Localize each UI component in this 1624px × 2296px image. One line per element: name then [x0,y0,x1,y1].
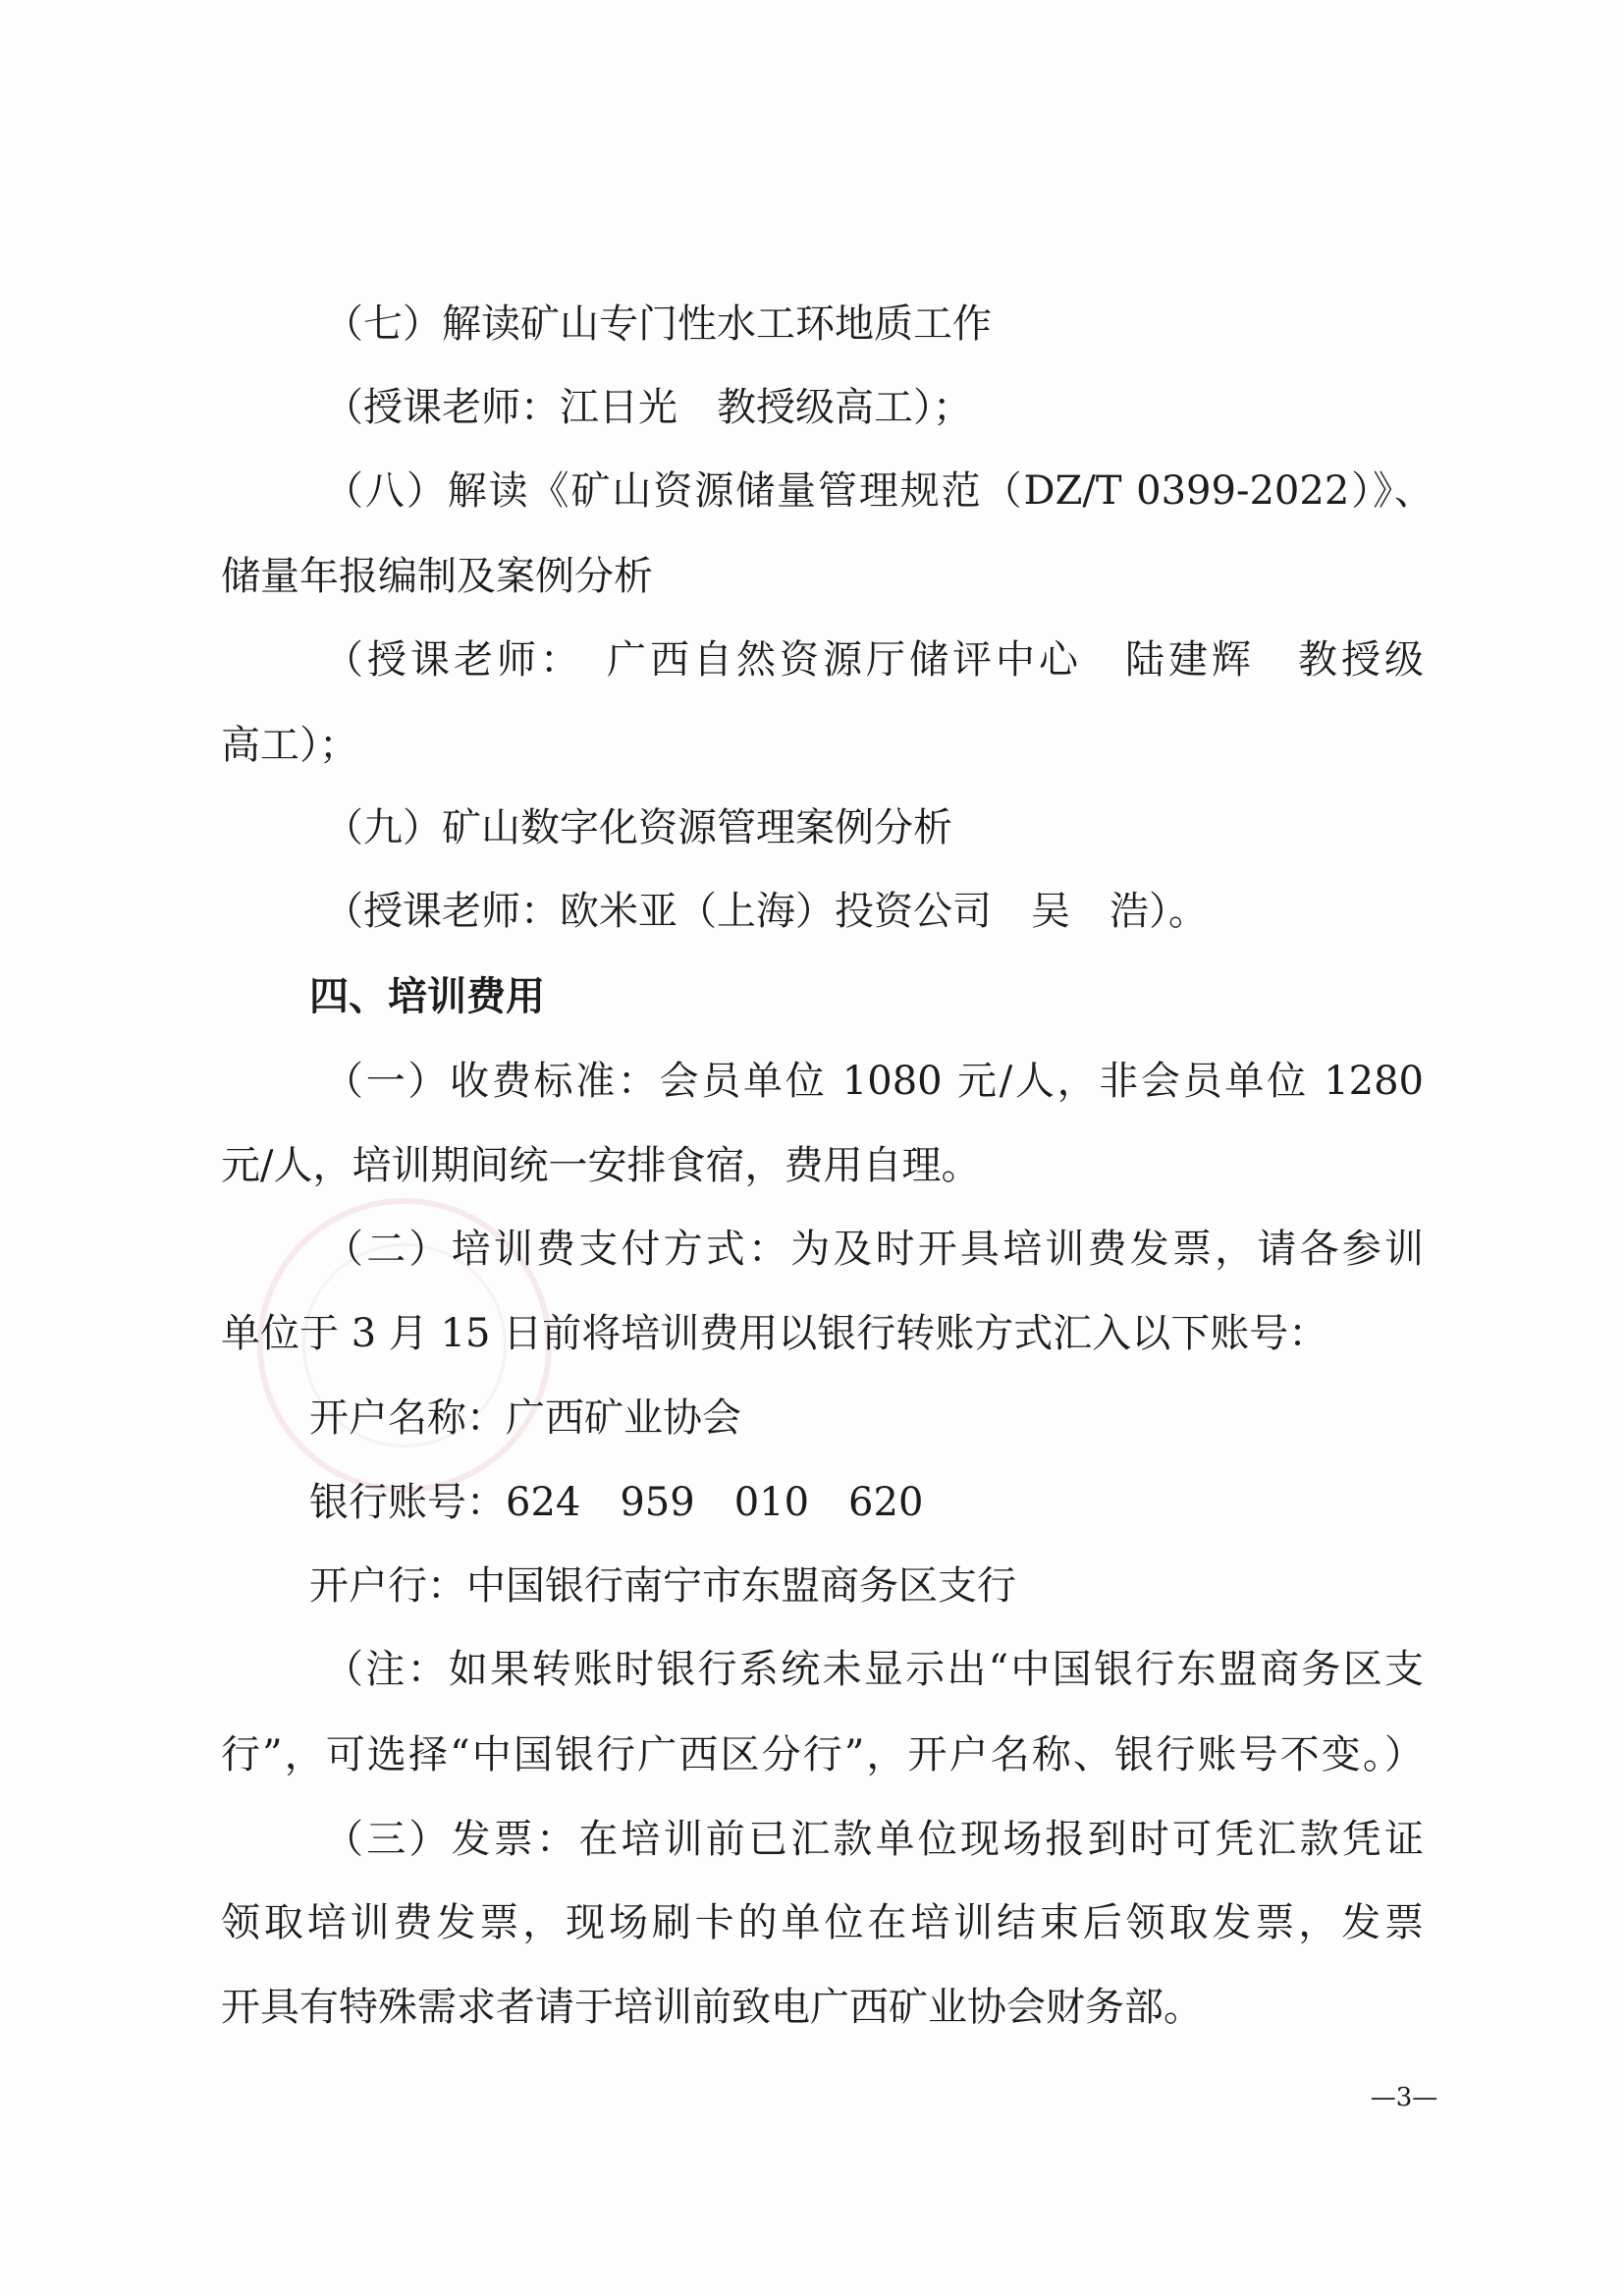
bank-note-continued: 行”，可选择“中国银行广西区分行”，开户名称、银行账号不变。） [221,1732,1424,1777]
item-8-instructor-continued: 高工）； [221,723,358,768]
payment-method: （二）培训费支付方式：为及时开具培训费发票，请各参训 [324,1227,1424,1272]
item-9-title: （九）矿山数字化资源管理案例分析 [324,805,952,850]
account-name: 开户名称：广西矿业协会 [309,1395,741,1441]
payment-method-continued: 单位于 3 月 15 日前将培训费用以银行转账方式汇入以下账号： [221,1311,1328,1356]
bank-branch: 开户行：中国银行南宁市东盟商务区支行 [309,1563,1016,1609]
invoice-info-continued-1: 领取培训费发票，现场刷卡的单位在培训结束后领取发票，发票 [221,1900,1424,1945]
invoice-info-continued-2: 开具有特殊需求者请于培训前致电广西矿业协会财务部。 [221,1985,1203,2030]
item-7-title: （七）解读矿山专门性水工环地质工作 [324,301,992,347]
item-7-instructor: （授课老师：江日光 教授级高工）； [324,385,972,430]
fee-standard: （一）收费标准：会员单位 1080 元/人，非会员单位 1280 [324,1059,1424,1104]
fee-standard-continued: 元/人，培训期间统一安排食宿，费用自理。 [221,1143,981,1188]
item-8-instructor: （授课老师： 广西自然资源厅储评中心 陆建辉 教授级 [324,637,1424,683]
bank-account-number: 银行账号：624 959 010 620 [309,1480,924,1525]
page-number: —3— [1370,2083,1438,2112]
item-8-title-continued: 储量年报编制及案例分析 [221,554,653,599]
section-4-heading: 四、培训费用 [309,974,545,1019]
item-8-title: （八）解读《矿山资源储量管理规范（DZ/T 0399-2022）》、 [324,468,1434,514]
bank-note: （注：如果转账时银行系统未显示出“中国银行东盟商务区支 [324,1647,1424,1692]
invoice-info: （三）发票：在培训前已汇款单位现场报到时可凭汇款凭证 [324,1817,1424,1862]
item-9-instructor: （授课老师：欧米亚（上海）投资公司 吴 浩）。 [324,889,1208,934]
